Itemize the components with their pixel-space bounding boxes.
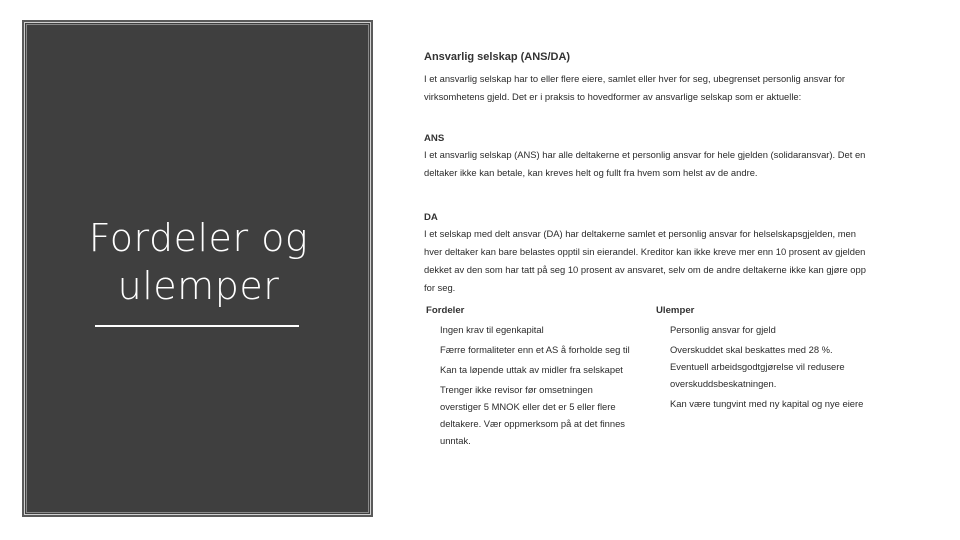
fordeler-list: [426, 321, 636, 449]
title-panel: [22, 20, 373, 517]
da-text: I et selskap med delt ansvar (DA) har deltakerne samlet et personlig ansvar for helselskapsgjelden, men hver deltaker kan bare belastes opptil sin eierandel. Kreditor kan ikke kreve mer enn 10 prosent av gjelden dekket av den som har tatt på seg 10 prosent av ansvaret, selv om de andre deltakerne ikke kan gjøre opp for seg.: [424, 228, 866, 293]
slide-title: Fordeler og ulemper: [88, 216, 309, 308]
list-item: Kan ta løpende uttak av midler fra selskapet: [440, 364, 623, 375]
section-ans: [424, 132, 874, 182]
doc-intro: I et ansvarlig selskap har to eller flere eiere, samlet eller hver for seg, ubegrenset personlig ansvar for virksomhetens gjeld. Det er i praksis to hovedformer av ansvarlige selskap som er aktuelle:: [424, 73, 846, 102]
list-item: Trenger ikke revisor før omsetningen overstiger 5 MNOK eller det er 5 eller flere deltakere. Vær oppmerksom på at det finnes unntak.: [440, 384, 625, 446]
ulemper-column: [656, 304, 866, 415]
ulemper-list: [656, 321, 866, 412]
ans-text: I et ansvarlig selskap (ANS) har alle deltakerne et personlig ansvar for hele gjelden (solidaransvar). Det en deltaker ikke kan betale, kan kreves helt og fullt fra hvem som helst av de andre.: [424, 149, 866, 178]
list-item: Overskuddet skal beskattes med 28 %. Eventuell arbeidsgodtgjørelse vil redusere overskuddsbeskatningen.: [670, 344, 845, 389]
section-ans-da: [424, 49, 874, 106]
list-item: Færre formaliteter enn et AS å forholde seg til: [440, 344, 630, 355]
ans-heading: ANS: [424, 133, 445, 144]
list-item: Personlig ansvar for gjeld: [670, 324, 776, 335]
list-item: Ingen krav til egenkapital: [440, 324, 544, 335]
section-da: [424, 211, 874, 297]
document-image: [424, 46, 874, 496]
fordeler-column: [426, 304, 636, 452]
title-underline: [95, 325, 299, 327]
doc-heading: Ansvarlig selskap (ANS/DA): [424, 51, 571, 63]
list-item: Kan være tungvint med ny kapital og nye eiere: [670, 398, 864, 409]
fordeler-heading: Fordeler: [426, 305, 465, 316]
ulemper-heading: Ulemper: [656, 305, 695, 316]
da-heading: DA: [424, 212, 438, 223]
